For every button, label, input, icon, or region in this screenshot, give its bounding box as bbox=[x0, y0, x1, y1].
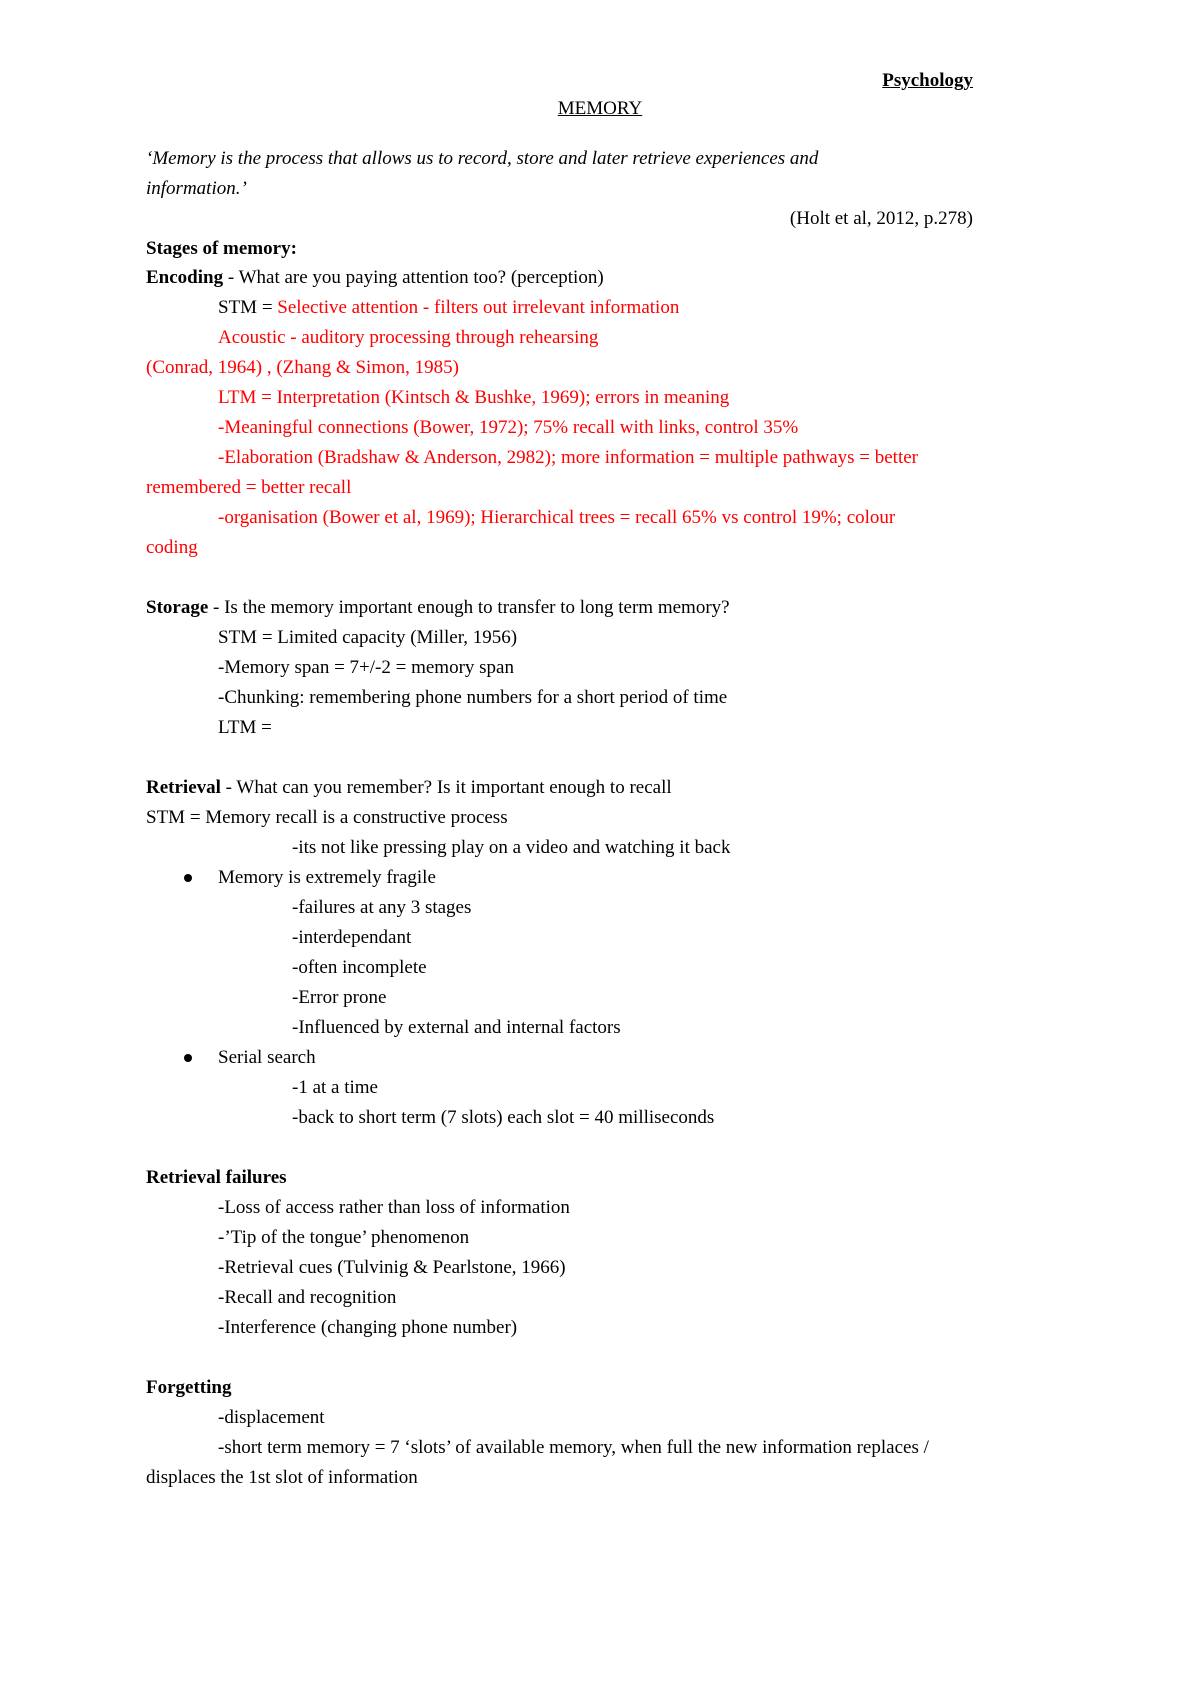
encoding-ltm: LTM = Interpretation (Kintsch & Bushke, 1969); errors in meaning bbox=[218, 387, 730, 408]
retrieval-failure-item: -Retrieval cues (Tulvinig & Pearlstone, 1966) bbox=[218, 1257, 566, 1278]
bullet-2-item: -1 at a time bbox=[292, 1077, 378, 1098]
encoding-line bbox=[146, 266, 604, 290]
page-title: MEMORY bbox=[557, 98, 643, 119]
encoding-meaningful: -Meaningful connections (Bower, 1972); 75% recall with links, control 35% bbox=[218, 417, 799, 438]
storage-stm: STM = Limited capacity (Miller, 1956) bbox=[218, 627, 518, 648]
encoding-stm-prefix: STM = bbox=[218, 297, 278, 318]
quote-line-2: information.’ bbox=[146, 178, 247, 199]
retrieval-not-like: -its not like pressing play on a video and watching it back bbox=[292, 837, 731, 858]
encoding-organisation-2: coding bbox=[146, 537, 198, 558]
forgetting-item-2-line-2: displaces the 1st slot of information bbox=[146, 1467, 418, 1488]
bullet-1-item: -Influenced by external and internal factors bbox=[292, 1017, 621, 1038]
storage-line bbox=[146, 596, 730, 620]
retrieval-failure-item: -’Tip of the tongue’ phenomenon bbox=[218, 1227, 470, 1248]
bullet-1-item: -Error prone bbox=[292, 987, 387, 1008]
retrieval-stm: STM = Memory recall is a constructive process bbox=[146, 807, 508, 828]
bullet-1-item: -often incomplete bbox=[292, 957, 427, 978]
retrieval-failure-item: -Loss of access rather than loss of information bbox=[218, 1197, 570, 1218]
retrieval-bullet-2: Serial search bbox=[218, 1047, 316, 1068]
quote-citation: (Holt et al, 2012, p.278) bbox=[789, 208, 973, 229]
storage-question: - Is the memory important enough to transfer to long term memory? bbox=[208, 597, 730, 618]
bullet-1-item: -interdependant bbox=[292, 927, 412, 948]
forgetting-heading: Forgetting bbox=[146, 1377, 232, 1398]
encoding-stm-text: Selective attention - filters out irrelevant information bbox=[277, 297, 680, 318]
encoding-stm-line bbox=[218, 296, 679, 320]
forgetting-item-2-line-1: -short term memory = 7 ‘slots’ of available memory, when full the new information replaces / bbox=[218, 1437, 929, 1458]
retrieval-line bbox=[146, 776, 672, 800]
retrieval-failures-heading: Retrieval failures bbox=[146, 1167, 287, 1188]
encoding-elaboration-1: -Elaboration (Bradshaw & Anderson, 2982); more information = multiple pathways = better bbox=[218, 447, 918, 468]
quote-line-1: ‘Memory is the process that allows us to record, store and later retrieve experiences and bbox=[146, 148, 819, 169]
encoding-conrad: (Conrad, 1964) , (Zhang & Simon, 1985) bbox=[146, 357, 459, 378]
retrieval-failure-item: -Recall and recognition bbox=[218, 1287, 397, 1308]
storage-chunking: -Chunking: remembering phone numbers for a short period of time bbox=[218, 687, 728, 708]
encoding-question: - What are you paying attention too? (perception) bbox=[223, 267, 604, 288]
encoding-organisation-1: -organisation (Bower et al, 1969); Hierarchical trees = recall 65% vs control 19%; colour bbox=[218, 507, 896, 528]
storage-ltm: LTM = bbox=[218, 717, 272, 738]
retrieval-label: Retrieval bbox=[146, 777, 221, 798]
encoding-label: Encoding bbox=[146, 267, 224, 288]
encoding-elaboration-2: remembered = better recall bbox=[146, 477, 352, 498]
storage-label: Storage bbox=[146, 597, 209, 618]
forgetting-item-1: -displacement bbox=[218, 1407, 325, 1428]
subject-header: Psychology bbox=[882, 70, 973, 91]
bullet-1-item: -failures at any 3 stages bbox=[292, 897, 472, 918]
storage-span: -Memory span = 7+/-2 = memory span bbox=[218, 657, 514, 678]
stages-heading: Stages of memory: bbox=[146, 238, 297, 259]
bullet-icon bbox=[184, 874, 192, 882]
retrieval-bullet-1: Memory is extremely fragile bbox=[218, 867, 436, 888]
bullet-icon bbox=[184, 1054, 192, 1062]
retrieval-failure-item: -Interference (changing phone number) bbox=[218, 1317, 518, 1338]
bullet-2-item: -back to short term (7 slots) each slot = 40 milliseconds bbox=[292, 1107, 715, 1128]
retrieval-question: - What can you remember? Is it important enough to recall bbox=[220, 777, 672, 798]
encoding-acoustic: Acoustic - auditory processing through rehearsing bbox=[218, 327, 599, 348]
